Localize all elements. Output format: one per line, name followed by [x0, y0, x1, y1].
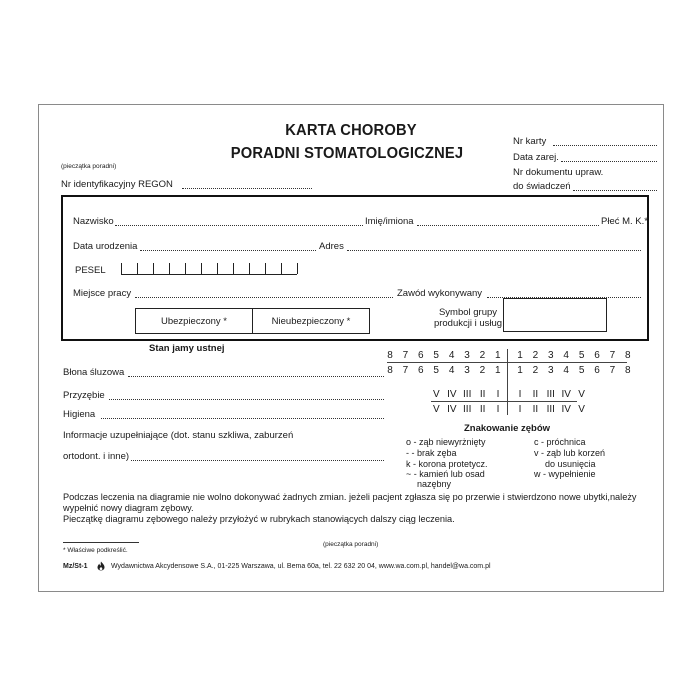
tooth-number-left[interactable]: 2 — [479, 350, 486, 361]
tooth-number-right[interactable]: 4 — [563, 350, 569, 361]
patient-box — [61, 195, 649, 341]
footnote-divider — [63, 542, 139, 543]
address-label: Adres — [319, 241, 344, 252]
deciduous-tooth-left[interactable]: V — [433, 389, 440, 400]
tooth-number-left[interactable]: 8 — [387, 365, 393, 376]
deciduous-tooth-right[interactable]: II — [532, 404, 539, 415]
legend-item-calculus: ~ - kamień lub osad — [406, 469, 485, 479]
insured-option[interactable] — [135, 308, 253, 334]
tooth-number-left[interactable]: 3 — [464, 365, 470, 376]
deciduous-tooth-right[interactable]: III — [546, 404, 555, 415]
names-label: Imię/imiona — [365, 216, 414, 227]
tooth-number-left[interactable]: 1 — [495, 350, 501, 361]
deciduous-tooth-left[interactable]: II — [479, 389, 486, 400]
mucosa-label: Błona śluzowa — [63, 367, 125, 378]
tooth-number-left[interactable]: 5 — [433, 365, 439, 376]
doc-no-label-2: do świadczeń — [513, 181, 571, 192]
pesel-label: PESEL — [75, 265, 106, 276]
deciduous-tooth-left[interactable]: III — [463, 404, 472, 415]
tooth-number-right[interactable]: 6 — [594, 350, 600, 361]
deciduous-divider — [431, 401, 577, 402]
tooth-number-right[interactable]: 1 — [517, 350, 523, 361]
deciduous-tooth-right[interactable]: I — [518, 389, 522, 400]
tooth-number-left[interactable]: 5 — [433, 350, 439, 361]
title-line-2: PORADNI STOMATOLOGICZNEJ — [230, 145, 464, 162]
card-no-field[interactable] — [553, 145, 657, 146]
regon-field[interactable] — [182, 188, 312, 189]
surname-field[interactable] — [115, 225, 363, 226]
deciduous-tooth-left[interactable]: II — [479, 404, 486, 415]
tooth-number-right[interactable]: 1 — [517, 365, 523, 376]
names-field[interactable] — [417, 225, 599, 226]
tooth-number-right[interactable]: 8 — [625, 350, 631, 361]
tooth-number-left[interactable]: 6 — [418, 365, 424, 376]
tooth-number-left[interactable]: 4 — [448, 365, 455, 376]
gums-label: Przyzębie — [63, 390, 105, 401]
tooth-number-left[interactable]: 6 — [418, 350, 424, 361]
tooth-number-left[interactable]: 3 — [464, 350, 470, 361]
tooth-number-right[interactable]: 2 — [532, 365, 539, 376]
tooth-number-left[interactable]: 1 — [495, 365, 501, 376]
doc-no-field[interactable] — [573, 190, 657, 191]
legend-item-filling: w - wypełnienie — [534, 469, 596, 479]
workplace-label: Miejsce pracy — [73, 288, 132, 299]
birth-date-field[interactable] — [140, 250, 316, 251]
legend-item-calculus-cont: nazębny — [417, 479, 452, 489]
legend-item-extract-cont: do usunięcia — [545, 459, 596, 469]
legend-item-caries: c - próchnica — [534, 437, 586, 447]
address-field[interactable] — [347, 250, 641, 251]
dental-diagram[interactable] — [385, 349, 635, 415]
surname-label: Nazwisko — [73, 216, 114, 227]
doc-no-label-1: Nr dokumentu upraw. — [513, 167, 604, 178]
deciduous-tooth-right[interactable]: IV — [561, 404, 571, 415]
legend-item-missing: - - brak zęba — [406, 448, 457, 458]
extra-info-label-2: ortodont. i inne) — [63, 451, 130, 462]
footer-stamp-label: (pieczątka poradni) — [323, 541, 379, 548]
oral-state-heading: Stan jamy ustnej — [149, 343, 225, 354]
group-symbol-field[interactable] — [503, 298, 607, 332]
uninsured-option[interactable] — [252, 308, 370, 334]
hygiene-field[interactable] — [101, 418, 384, 419]
workplace-field[interactable] — [135, 297, 393, 298]
note-line-1: Podczas leczenia na diagramie nie wolno dokonywać żadnych zmian. jeżeli pacjent zgłasza się po przerwie i stwierdzono nowe ubytki,należy — [63, 492, 637, 502]
deciduous-tooth-left[interactable]: IV — [447, 389, 457, 400]
tooth-number-left[interactable]: 4 — [448, 350, 455, 361]
legend-item-extract: v - ząb lub korzeń — [534, 448, 606, 458]
note-line-3: Pieczątkę diagramu zębowego należy przyłożyć w rubrykach stanowiących dalszy ciąg leczenia. — [63, 514, 455, 524]
tooth-number-right[interactable]: 3 — [548, 350, 554, 361]
regon-label: Nr identyfikacyjny REGON — [61, 179, 173, 190]
stamp-label: (pieczątka poradni) — [61, 163, 117, 170]
footnote: * Właściwe podkreślić. — [63, 547, 128, 554]
publisher-line: Wydawnictwa Akcydensowe S.A., 01-225 Warszawa, ul. Bema 60a, tel. 22 632 20 04, www.wa.com.pl, handel@wa.com.pl — [111, 563, 491, 570]
pesel-field[interactable] — [121, 263, 299, 275]
note-line-2: wypełnić nowy diagram zębowy. — [63, 503, 194, 513]
uninsured-label: Nieubezpieczony * — [271, 315, 351, 327]
insured-label: Ubezpieczony * — [160, 315, 227, 327]
legend-item-unerupted: o - ząb niewyrżnięty — [406, 437, 486, 447]
deciduous-tooth-left[interactable]: I — [496, 389, 500, 400]
deciduous-tooth-left[interactable]: IV — [447, 404, 457, 415]
occupation-label: Zawód wykonywany — [397, 288, 483, 299]
tooth-number-right[interactable]: 4 — [563, 365, 569, 376]
tooth-number-left[interactable]: 7 — [402, 350, 409, 361]
extra-info-label-1: Informacje uzupełniające (dot. stanu szkliwa, zaburzeń — [63, 430, 294, 441]
tooth-number-left[interactable]: 2 — [479, 365, 486, 376]
group-symbol-label-2: produkcji i usług — [433, 318, 503, 329]
tooth-number-right[interactable]: 5 — [578, 365, 585, 376]
title-line-1: KARTA CHOROBY — [285, 122, 417, 139]
legend-heading: Znakowanie zębów — [464, 423, 551, 434]
deciduous-tooth-left[interactable]: I — [496, 404, 500, 415]
flame-logo-icon — [96, 561, 106, 571]
extra-info-field[interactable] — [131, 460, 384, 461]
tooth-number-left[interactable]: 7 — [402, 365, 409, 376]
tooth-number-right[interactable]: 7 — [609, 350, 616, 361]
reg-date-label: Data zarej. — [513, 152, 559, 163]
tooth-number-left[interactable]: 8 — [387, 350, 393, 361]
hygiene-label: Higiena — [63, 409, 96, 420]
tooth-number-right[interactable]: 6 — [594, 365, 600, 376]
sex-label[interactable]: Płeć M. K.* — [601, 216, 648, 227]
form-code: Mz/St-1 — [63, 563, 88, 570]
gums-field[interactable] — [109, 399, 384, 400]
deciduous-tooth-right[interactable]: II — [532, 389, 539, 400]
group-symbol-label-1: Symbol grupy — [438, 307, 498, 318]
deciduous-tooth-right[interactable]: IV — [561, 389, 571, 400]
tooth-number-right[interactable]: 5 — [578, 350, 585, 361]
card-no-label: Nr karty — [513, 136, 547, 147]
dental-record-card — [38, 104, 664, 592]
deciduous-tooth-right[interactable]: I — [518, 404, 522, 415]
reg-date-field[interactable] — [561, 161, 657, 162]
birth-date-label: Data urodzenia — [73, 241, 138, 252]
mucosa-field[interactable] — [128, 376, 384, 377]
deciduous-tooth-left[interactable]: V — [433, 404, 440, 415]
tooth-number-right[interactable]: 8 — [625, 365, 631, 376]
deciduous-tooth-right[interactable]: III — [546, 389, 555, 400]
tooth-number-right[interactable]: 7 — [609, 365, 616, 376]
tooth-number-right[interactable]: 2 — [532, 350, 539, 361]
legend-item-crown: k - korona protetycz. — [406, 459, 488, 469]
deciduous-tooth-right[interactable]: V — [578, 389, 585, 400]
tooth-number-right[interactable]: 3 — [548, 365, 554, 376]
deciduous-tooth-left[interactable]: III — [463, 389, 472, 400]
deciduous-tooth-right[interactable]: V — [578, 404, 585, 415]
